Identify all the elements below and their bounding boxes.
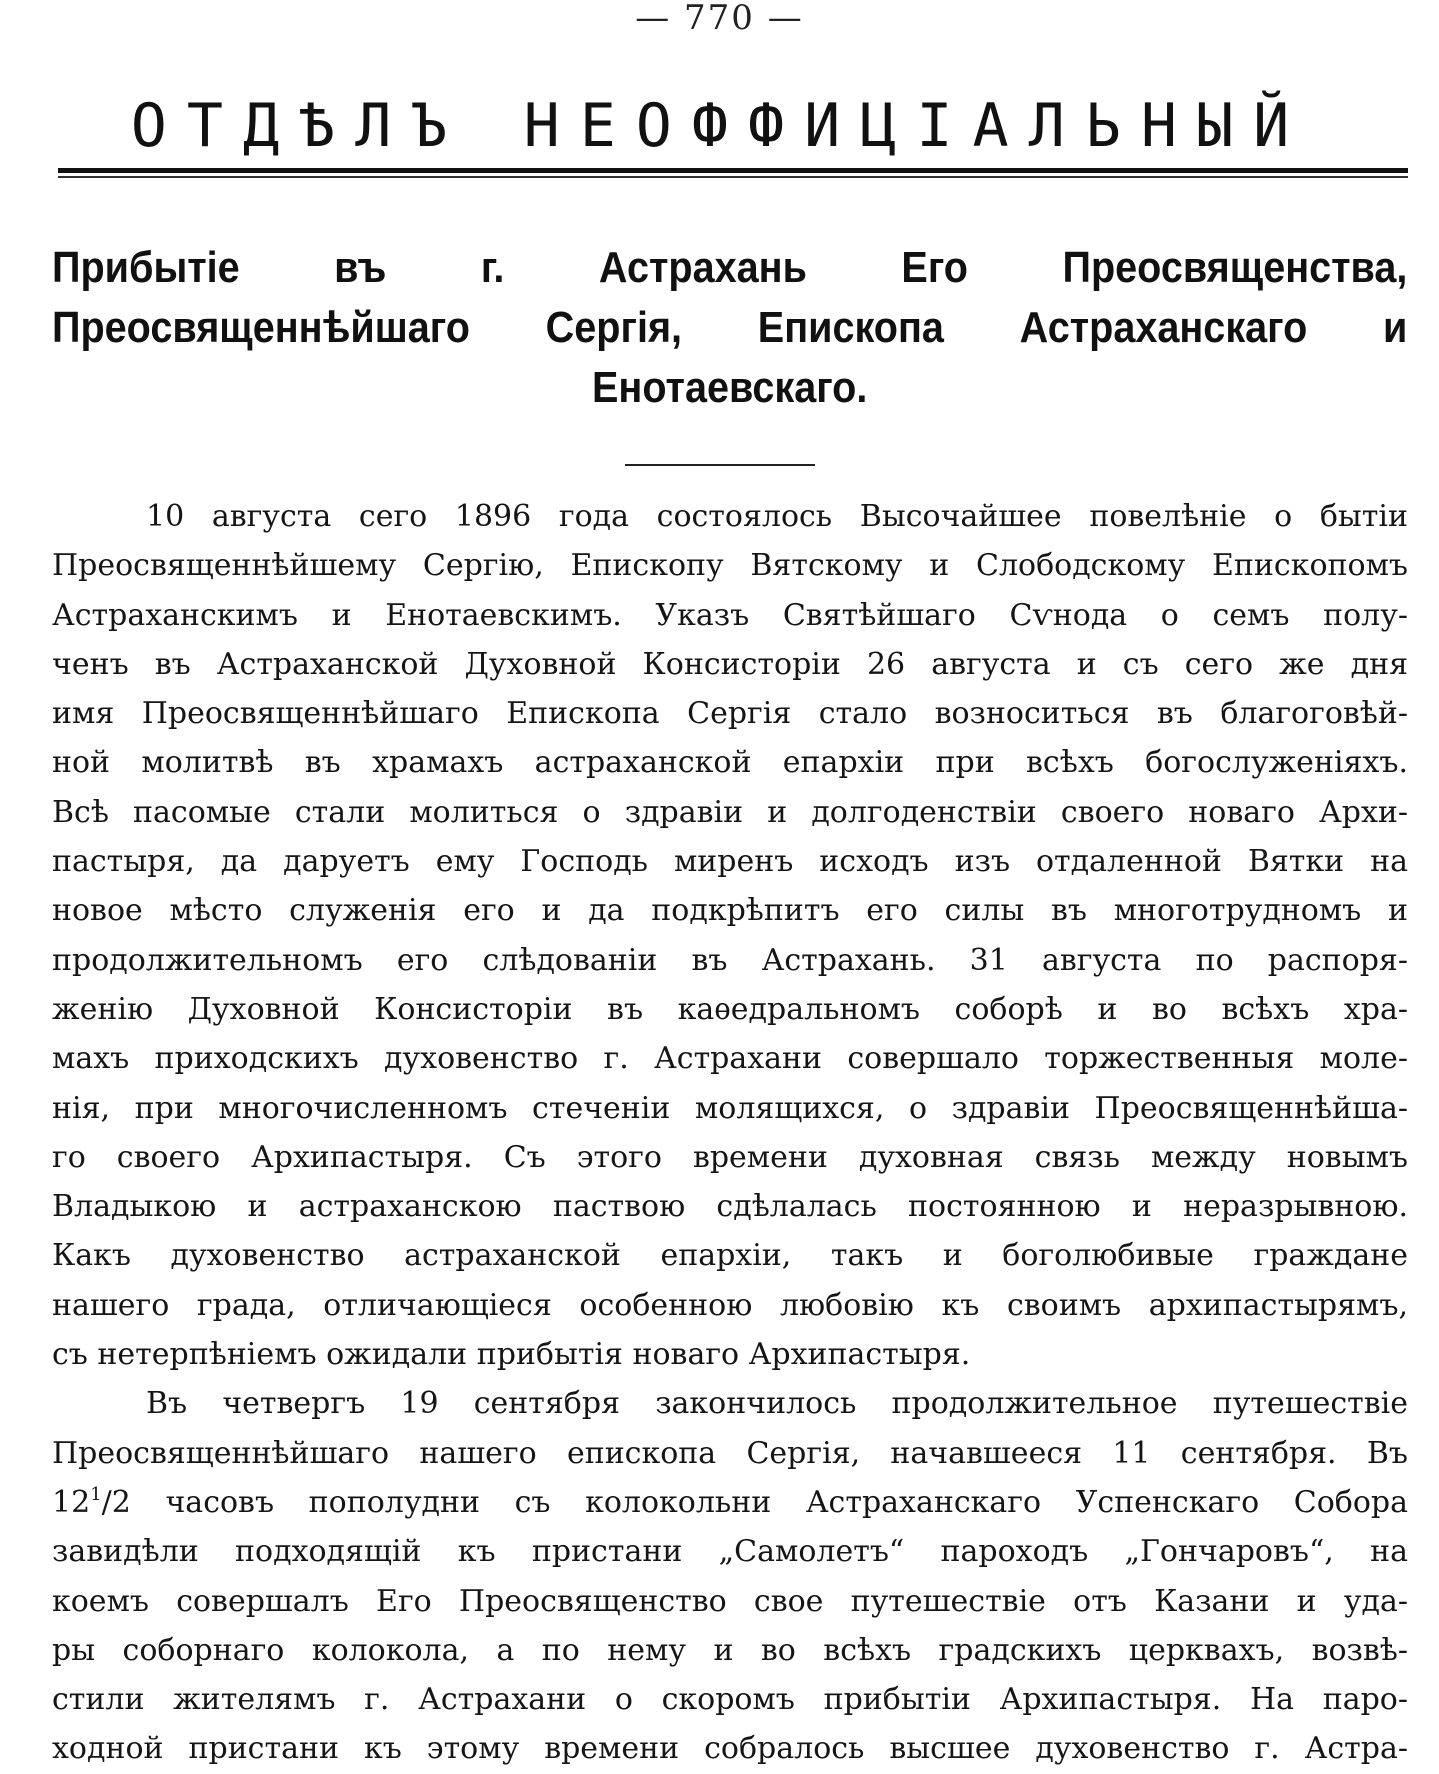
text-line: ходной пристани къ этому времени собралось высшее духовенство г. Астра- <box>52 1731 1408 1767</box>
text-line: ченъ въ Астраханской Духовной Консисторіи 26 августа и съ сего же дня <box>52 646 1408 682</box>
text-line: Преосвященнѣйшему Сергію, Епископу Вятскому и Слободскому Епископомъ <box>52 548 1408 584</box>
title-divider <box>625 464 815 466</box>
article-title: Прибытіе въ г. Астрахань Его Преосвященства, Преосвященнѣйшаго Сергія, Епископа Астраханскаго и Енотаевскаго. <box>52 243 1408 412</box>
text-line: женію Духовной Консисторіи въ каѳедральномъ соборѣ и во всѣхъ хра- <box>52 991 1408 1027</box>
article-body <box>52 492 1408 1774</box>
paragraph-2 <box>52 1379 1408 1773</box>
text-line: завидѣли подходящій къ пристани „Самолетъ“ пароходъ „Гончаровъ“, на <box>52 1534 1408 1570</box>
fraction-denominator: /2 <box>101 1484 131 1520</box>
text-line: стили жителямъ г. Астрахани о скоромъ прибытіи Архипастыря. На паро- <box>52 1682 1408 1718</box>
text-line: нія, при многочисленномъ стеченіи молящихся, о здравіи Преосвященнѣйша- <box>52 1090 1408 1126</box>
text-line: Какъ духовенство астраханской епархіи, такъ и боголюбивые граждане <box>52 1238 1408 1274</box>
paragraph-1 <box>52 492 1408 1379</box>
text-line: коемъ совершалъ Его Преосвященство свое путешествіе отъ Казани и уда- <box>52 1583 1408 1619</box>
text-line: нашего града, отличающіеся особенною любовію къ своимъ архипастырямъ, <box>52 1287 1408 1323</box>
section-rule-thin <box>58 176 1408 178</box>
section-title: ОТДѢЛЪ НЕОФФИЦІАЛЬНЫЙ <box>130 91 1310 161</box>
text-line: ры соборнаго колокола, а по нему и во всѣхъ градскихъ церквахъ, возвѣ- <box>52 1632 1408 1668</box>
text-line: Всѣ пасомые стали молиться о здравіи и долгоденствіи своего новаго Архи- <box>52 794 1408 830</box>
text-line: 10 августа сего 1896 года состоялось Высочайшее повелѣніе о бытіи <box>146 499 1408 534</box>
text-line: имя Преосвященнѣйшаго Епископа Сергія стало возноситься въ благоговѣй- <box>52 696 1408 732</box>
text-line: Въ четвергъ 19 сентября закончилось продолжительное путешествіе <box>146 1386 1408 1422</box>
text-line: го своего Архипастыря. Съ этого времени духовная связь между новымъ <box>52 1139 1408 1175</box>
page-number: — 770 — <box>635 0 804 38</box>
text-line: махъ приходскихъ духовенство г. Астрахани совершало торжественныя моле- <box>52 1041 1408 1077</box>
text-line: Преосвященнѣйшаго нашего епископа Сергія, начавшееся 11 сентября. Въ <box>52 1435 1408 1471</box>
text-line: ной молитвѣ въ храмахъ астраханской епархіи при всѣхъ богослуженіяхъ. <box>52 745 1408 781</box>
text-line-with-fraction <box>52 1478 1408 1527</box>
text-line: Астраханскимъ и Енотаевскимъ. Указъ Святѣйшаго Сѵнода о семъ полу- <box>52 597 1408 633</box>
text-line: Владыкою и астраханскою паствою сдѣлалась постоянною и неразрывною. <box>52 1189 1408 1225</box>
fraction-text: $12^1/2$ часовъ пополудни съ колокольни Астраханскаго Успенскаго Собора <box>52 1483 1408 1520</box>
text-line: продолжительномъ его слѣдованіи въ Астрахань. 31 августа по распоря- <box>52 942 1408 978</box>
text-line: пастыря, да даруетъ ему Господь миренъ исходъ изъ отдаленной Вятки на <box>52 844 1408 880</box>
text-line: съ нетерпѣніемъ ожидали прибытія новаго Архипастыря. <box>52 1337 971 1373</box>
fraction-numerator: 1 <box>90 1483 102 1505</box>
section-rule-thick <box>58 168 1408 173</box>
text-line: новое мѣсто служенія его и да подкрѣпитъ его силы въ многотрудномъ и <box>52 893 1408 929</box>
